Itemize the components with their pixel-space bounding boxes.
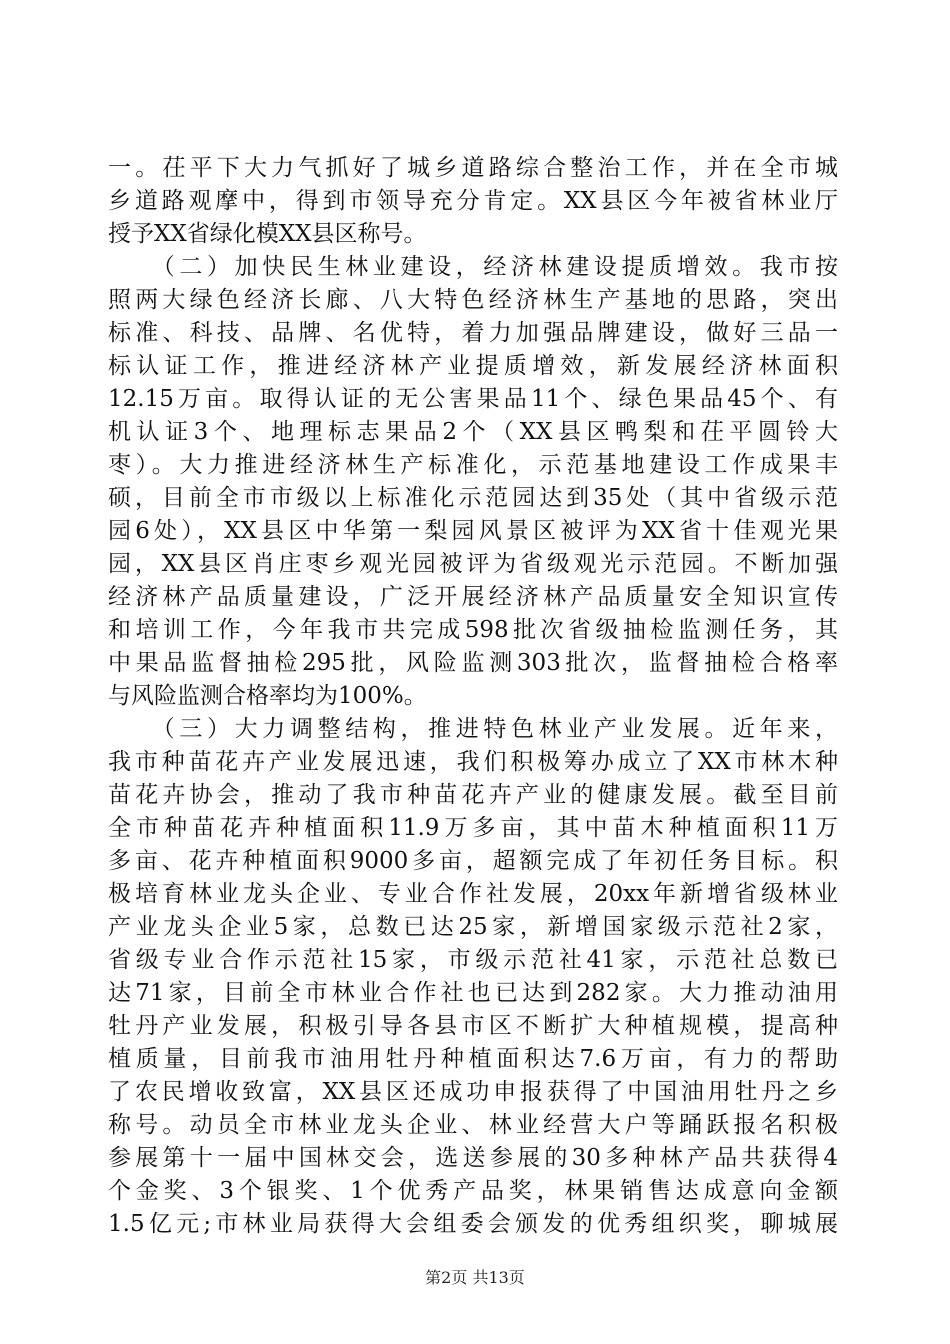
- text-line: 与风险监测合格率均为100%。: [108, 683, 427, 709]
- text-line: 多亩、花卉种植面积9000多亩，超额完成了年初任务目标。积: [108, 848, 838, 874]
- text-line: 一。茌平下大力气抓好了城乡道路综合整治工作，并在全市城: [108, 155, 838, 181]
- text-line: 授予XX省绿化模XX县区称号。: [108, 221, 427, 247]
- text-line: 园6处），XX县区中华第一梨园风景区被评为XX省十佳观光果: [108, 518, 838, 544]
- text-line: 标认证工作，推进经济林产业提质增效，新发展经济林面积: [108, 353, 838, 379]
- text-line: （二）加快民生林业建设，经济林建设提质增效。我市按: [108, 254, 838, 280]
- page-number-footer: 第2页 共13页: [425, 1268, 525, 1287]
- document-body: [108, 152, 838, 1241]
- text-line: 园，XX县区肖庄枣乡观光园被评为省级观光示范园。不断加强: [108, 551, 838, 577]
- text-line: 枣）。大力推进经济林生产标准化，示范基地建设工作成果丰: [108, 452, 838, 478]
- text-line: 我市种苗花卉产业发展迅速，我们积极筹办成立了XX市林木种: [108, 749, 838, 775]
- text-line: 参展第十一届中国林交会，选送参展的30多种林产品共获得4: [108, 1145, 838, 1171]
- text-line: 中果品监督抽检295批，风险监测303批次，监督抽检合格率: [108, 650, 838, 676]
- text-line: 称号。动员全市林业龙头企业、林业经营大户等踊跃报名积极: [108, 1112, 838, 1138]
- text-line: 机认证3个、地理标志果品2个（XX县区鸭梨和茌平圆铃大: [108, 419, 838, 445]
- text-line: 省级专业合作示范社15家，市级示范社41家，示范社总数已: [108, 947, 838, 973]
- text-line: 经济林产品质量建设，广泛开展经济林产品质量安全知识宣传: [108, 584, 838, 610]
- text-line: 乡道路观摩中，得到市领导充分肯定。XX县区今年被省林业厅: [108, 188, 838, 214]
- text-line: 达71家，目前全市林业合作社也已达到282家。大力推动油用: [108, 980, 838, 1006]
- text-line: 个金奖、3个银奖、1个优秀产品奖，林果销售达成意向金额: [108, 1178, 838, 1204]
- text-line: 12.15万亩。取得认证的无公害果品11个、绿色果品45个、有: [108, 386, 838, 412]
- text-line: （三）大力调整结构，推进特色林业产业发展。近年来，: [108, 716, 838, 742]
- text-line: 了农民增收致富，XX县区还成功申报获得了中国油用牡丹之乡: [108, 1079, 838, 1105]
- text-line: 照两大绿色经济长廊、八大特色经济林生产基地的思路，突出: [108, 287, 838, 313]
- text-line: 植质量，目前我市油用牡丹种植面积达7.6万亩，有力的帮助: [108, 1046, 838, 1072]
- text-line: 极培育林业龙头企业、专业合作社发展，20xx年新增省级林业: [108, 881, 838, 907]
- text-line: 产业龙头企业5家，总数已达25家，新增国家级示范社2家，: [108, 914, 838, 940]
- text-line: 和培训工作，今年我市共完成598批次省级抽检监测任务，其: [108, 617, 838, 643]
- text-line: 1.5亿元;市林业局获得大会组委会颁发的优秀组织奖，聊城展: [108, 1211, 838, 1237]
- text-line: 全市种苗花卉种植面积11.9万多亩，其中苗木种植面积11万: [108, 815, 838, 841]
- text-line: 牡丹产业发展，积极引导各县市区不断扩大种植规模，提高种: [108, 1013, 838, 1039]
- text-line: 苗花卉协会，推动了我市种苗花卉产业的健康发展。截至目前: [108, 782, 838, 808]
- text-line: 标准、科技、品牌、名优特，着力加强品牌建设，做好三品一: [108, 320, 838, 346]
- text-line: 硕，目前全市市级以上标准化示范园达到35处（其中省级示范: [108, 485, 838, 511]
